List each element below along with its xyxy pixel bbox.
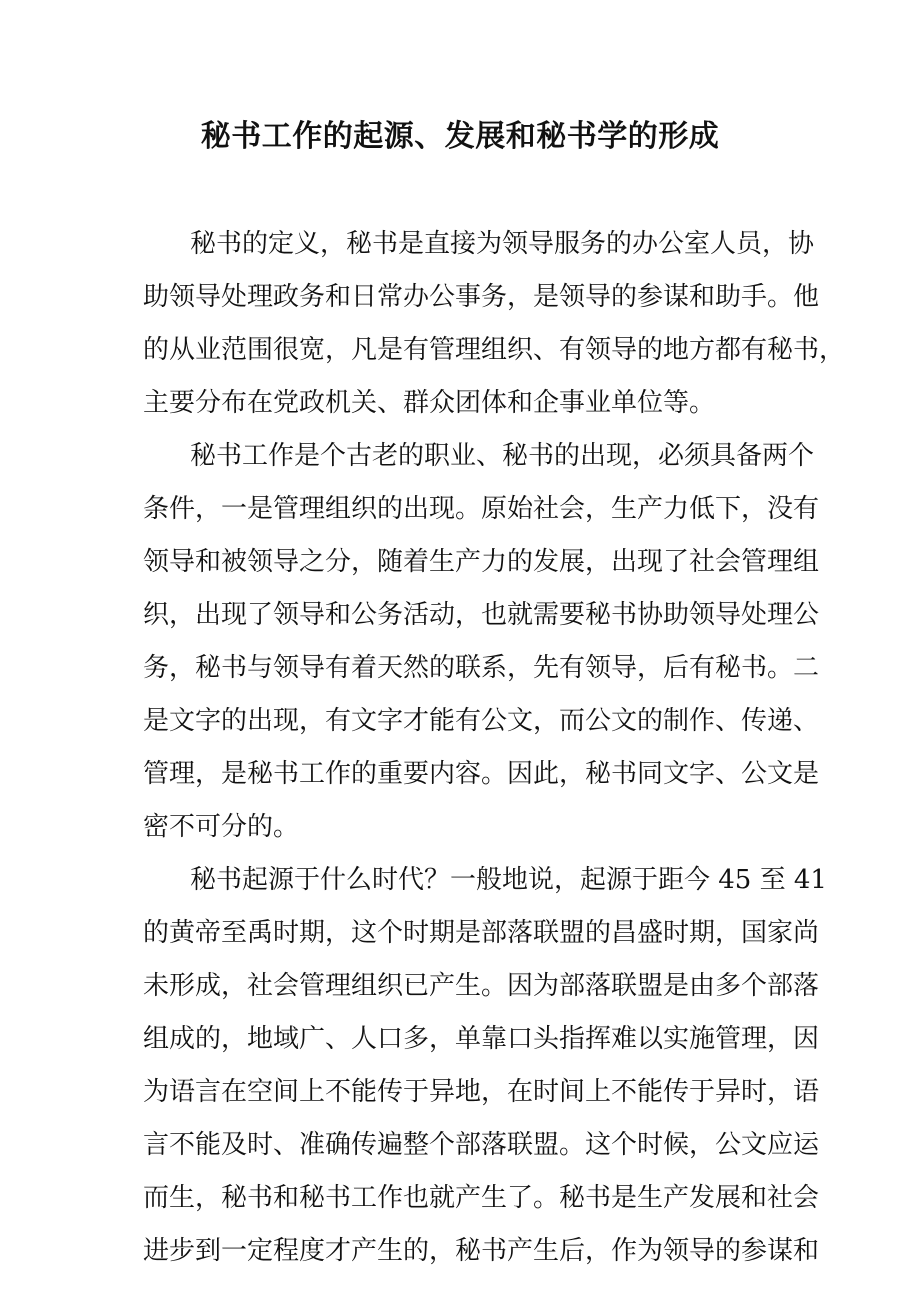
text-line: 进步到一定程度才产生的，秘书产生后，作为领导的参谋和 — [143, 1236, 820, 1266]
text-line: 组成的，地域广、人口多，单靠口头指挥难以实施管理，因 — [143, 1024, 820, 1054]
text-line: 的黄帝至禹时期，这个时期是部落联盟的昌盛时期，国家尚 — [143, 918, 820, 948]
text-line: 为语言在空间上不能传于异地，在时间上不能传于异时，语 — [143, 1077, 820, 1107]
text-line: 而生，秘书和秘书工作也就产生了。秘书是生产发展和社会 — [143, 1183, 820, 1213]
text-line: 秘书起源于什么时代？一般地说，起源于距今 45 至 41 — [190, 865, 827, 895]
text-line: 助领导处理政务和日常办公事务，是领导的参谋和助手。他 — [143, 282, 820, 312]
text-line: 务，秘书与领导有着天然的联系，先有领导，后有秘书。二 — [143, 653, 820, 683]
text-line: 言不能及时、准确传遍整个部落联盟。这个时候，公文应运 — [143, 1130, 820, 1160]
paragraph-conditions — [143, 430, 820, 854]
paragraph-origin — [143, 854, 827, 1278]
text-line: 秘书的定义，秘书是直接为领导服务的办公室人员，协 — [190, 229, 815, 259]
document-title: 秘书工作的起源、发展和秘书学的形成 — [200, 119, 720, 154]
text-line: 主要分布在党政机关、群众团体和企事业单位等。 — [143, 388, 716, 418]
text-line: 领导和被领导之分，随着生产力的发展，出现了社会管理组 — [143, 547, 820, 577]
text-line: 的从业范围很宽，凡是有管理组织、有领导的地方都有秘书， — [143, 335, 846, 365]
text-line: 未形成，社会管理组织已产生。因为部落联盟是由多个部落 — [143, 971, 820, 1001]
paragraph-definition — [143, 218, 846, 430]
document-body — [143, 218, 846, 1278]
text-line: 管理，是秘书工作的重要内容。因此，秘书同文字、公文是 — [143, 759, 820, 789]
text-line: 织，出现了领导和公务活动，也就需要秘书协助领导处理公 — [143, 600, 820, 630]
text-line: 密不可分的。 — [143, 812, 300, 842]
text-line: 秘书工作是个古老的职业、秘书的出现，必须具备两个 — [190, 441, 815, 471]
text-line: 条件，一是管理组织的出现。原始社会，生产力低下，没有 — [143, 494, 820, 524]
text-line: 是文字的出现，有文字才能有公文，而公文的制作、传递、 — [143, 706, 820, 736]
